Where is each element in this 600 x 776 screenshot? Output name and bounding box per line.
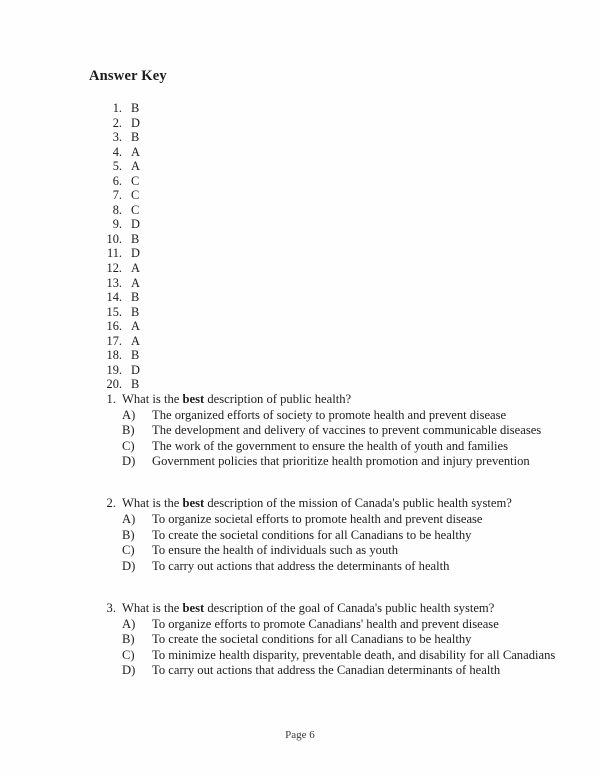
answer-key-number: 4. <box>112 144 122 159</box>
question-text <box>122 496 512 510</box>
answer-key-item <box>100 232 140 247</box>
question-emphasis: best <box>182 496 205 511</box>
question-text <box>122 392 351 406</box>
question-text-lead: What is the <box>122 600 183 615</box>
option-letter: C) <box>122 647 135 662</box>
question-stem <box>100 601 540 617</box>
question-number: 3. <box>106 600 116 615</box>
answer-key-item <box>100 261 140 276</box>
answer-key-item <box>100 377 140 392</box>
option-item <box>100 663 540 679</box>
answer-key-item <box>100 217 140 232</box>
answer-key-value: A <box>131 319 140 334</box>
answer-key-value: D <box>131 362 140 377</box>
option-list <box>100 512 540 574</box>
answer-key-number: 17. <box>106 333 122 348</box>
answer-key-value: A <box>131 144 140 159</box>
answer-key-item <box>100 203 140 218</box>
answer-key-item <box>100 334 140 349</box>
option-item <box>100 647 556 664</box>
page-footer: Page 6 <box>285 729 315 741</box>
option-letter: B) <box>122 527 135 542</box>
answer-key-value: D <box>131 217 140 232</box>
option-text: To create the societal conditions for all Canadians to be healthy <box>152 527 472 542</box>
answer-key-number: 16. <box>106 319 122 334</box>
answer-key-item <box>100 145 140 160</box>
answer-key-number: 19. <box>106 362 122 377</box>
answer-key-number: 8. <box>112 202 122 217</box>
answer-key-number: 11. <box>106 246 122 261</box>
answer-key-value: A <box>131 261 140 276</box>
answer-key-item <box>100 246 140 261</box>
option-letter: A) <box>122 407 136 422</box>
question-block <box>100 600 556 679</box>
option-letter: C) <box>122 543 135 558</box>
answer-key-value: A <box>131 275 140 290</box>
answer-key-value: C <box>131 173 140 188</box>
answer-key-item <box>100 276 140 291</box>
question-emphasis: best <box>182 600 205 615</box>
answer-key-item <box>100 188 140 203</box>
answer-key-value: D <box>131 246 140 261</box>
option-item <box>100 408 540 424</box>
answer-key-number: 7. <box>112 188 122 203</box>
question-stem <box>100 392 540 408</box>
answer-key-number: 18. <box>106 348 122 363</box>
option-text: The organized efforts of society to promote health and prevent disease <box>152 407 507 422</box>
option-letter: A) <box>122 616 136 631</box>
answer-key-value: B <box>131 231 140 246</box>
answer-key-value: A <box>131 159 140 174</box>
option-text: Government policies that prioritize health promotion and injury prevention <box>152 454 530 469</box>
question-text-lead: What is the <box>122 392 183 406</box>
page-title: Answer Key <box>89 68 167 84</box>
option-text: To ensure the health of individuals such as youth <box>152 543 399 558</box>
answer-key-value: B <box>131 377 140 392</box>
answer-key-number: 2. <box>112 115 122 130</box>
option-letter: C) <box>122 438 135 453</box>
answer-key-item <box>100 319 140 334</box>
answer-key-item <box>100 116 140 131</box>
answer-key-value: B <box>131 130 140 145</box>
answer-key-number: 13. <box>106 275 122 290</box>
option-text: The work of the government to ensure the health of youth and families <box>152 438 509 453</box>
answer-key-item <box>100 174 140 189</box>
option-item <box>100 512 540 528</box>
question-emphasis: best <box>182 392 205 406</box>
option-item <box>100 617 540 633</box>
answer-key-number: 9. <box>112 217 122 232</box>
option-item <box>100 559 540 575</box>
answer-key-number: 10. <box>106 231 122 246</box>
answer-key-number: 3. <box>112 130 122 145</box>
answer-key-value: D <box>131 115 140 130</box>
answer-key-value: B <box>131 304 140 319</box>
option-text: To carry out actions that address the determinants of health <box>152 558 450 573</box>
option-item <box>100 528 540 544</box>
answer-key-number: 6. <box>112 173 122 188</box>
option-item <box>100 423 540 439</box>
option-text: To carry out actions that address the Canadian determinants of health <box>152 663 501 678</box>
answer-key-number: 14. <box>106 290 122 305</box>
option-item <box>100 632 540 648</box>
answer-key-number: 12. <box>106 261 122 276</box>
answer-key-value: C <box>131 202 140 217</box>
answer-key-number: 1. <box>112 101 122 115</box>
option-letter: D) <box>122 663 136 678</box>
option-letter: B) <box>122 632 135 647</box>
option-list <box>100 408 540 470</box>
answer-key-value: C <box>131 188 140 203</box>
option-letter: A) <box>122 512 136 527</box>
option-text: The development and delivery of vaccines to prevent communicable diseases <box>152 423 542 438</box>
answer-key-value: B <box>131 348 140 363</box>
option-letter: D) <box>122 454 136 469</box>
answer-key-value: A <box>131 333 140 348</box>
answer-key-item <box>100 305 140 320</box>
option-item <box>100 543 540 559</box>
question-block <box>100 392 540 470</box>
option-item <box>100 439 540 455</box>
answer-key-item <box>100 290 140 305</box>
answer-key-number: 5. <box>112 159 122 174</box>
answer-key-item <box>100 348 140 363</box>
option-letter: D) <box>122 558 136 573</box>
question-stem <box>100 496 540 512</box>
answer-key-number: 15. <box>106 304 122 319</box>
question-block <box>100 496 540 574</box>
question-number: 2. <box>106 496 116 511</box>
answer-key-value: B <box>131 101 140 115</box>
answer-key-item <box>100 130 140 145</box>
option-text: To organize societal efforts to promote health and prevent disease <box>152 512 483 527</box>
option-item <box>100 454 540 470</box>
question-text-tail: description of the mission of Canada's public health system? <box>204 496 512 511</box>
answer-key-item <box>100 159 140 174</box>
question-text-tail: description of the goal of Canada's public health system? <box>204 600 495 615</box>
option-letter: B) <box>122 423 135 438</box>
question-number: 1. <box>106 392 116 406</box>
option-text: To organize efforts to promote Canadians' health and prevent disease <box>152 616 499 631</box>
question-text-lead: What is the <box>122 496 183 511</box>
option-list <box>100 616 556 679</box>
answer-key-number: 20. <box>106 377 122 392</box>
questions-section <box>100 392 556 705</box>
answer-key-item <box>100 101 140 116</box>
question-text-tail: description of public health? <box>204 392 352 406</box>
option-text: To create the societal conditions for all Canadians to be healthy <box>152 632 472 647</box>
option-text: To minimize health disparity, preventable death, and disability for all Canadians <box>152 647 556 662</box>
answer-key-item <box>100 363 140 378</box>
question-text <box>122 601 494 615</box>
answer-key-list <box>100 101 140 392</box>
answer-key-value: B <box>131 290 140 305</box>
